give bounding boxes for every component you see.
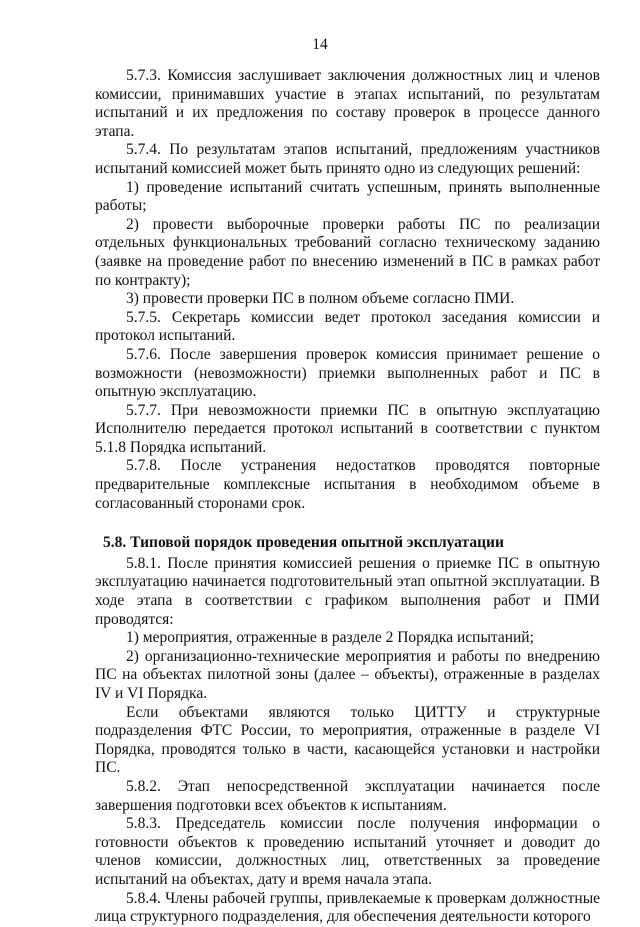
paragraph-5-8-2: 5.8.2. Этап непосредственной эксплуатации начинается после завершения подготовки всех объектов к испытаниям. [95,777,600,814]
document-body [95,67,600,927]
paragraph-5-7-3: 5.7.3. Комиссия заслушивает заключения должностных лиц и членов комиссии, принимавших участие в этапах испытаний, по результатам испытаний и их предложения по составу проверок в процессе данного этапа. [95,67,600,140]
paragraph-objects-note: Если объектами являются только ЦИТТУ и структурные подразделения ФТС России, то мероприятия, отраженные в разделе VI Порядка, проводятся только в части, касающейся установки и настройки ПС. [95,703,600,777]
section-heading-5-8: 5.8. Типовой порядок проведения опытной эксплуатации [103,534,504,552]
decision-item-1: 1) проведение испытаний считать успешным, принять выполненные работы; [95,178,600,215]
decision-item-3: 3) провести проверки ПС в полном объеме согласно ПМИ. [126,290,515,308]
page-number: 14 [312,36,328,53]
paragraph-5-7-6: 5.7.6. После завершения проверок комиссия принимает решение о возможности (невозможности) приемки выполненных работ и ПС в опытную эксплуатацию. [95,345,600,401]
paragraph-5-7-8: 5.7.8. После устранения недостатков проводятся повторные предварительные комплексные испытания в необходимом объеме в согласованный сторонами срок. [95,457,600,512]
decision-item-2: 2) провести выборочные проверки работы ПС по реализации отдельных функциональных требований согласно техническому заданию (заявке на проведение работ по внесению изменений в ПС в рамках работ по контракту); [95,215,600,289]
activity-item-1: 1) мероприятия, отраженные в разделе 2 Порядка испытаний; [126,629,534,647]
activity-item-2: 2) организационно-технические мероприятия и работы по внедрению ПС на объектах пилотной зоны (далее – объекты), отраженные в разделах IV и VI Порядка. [95,647,600,702]
paragraph-5-7-7: 5.7.7. При невозможности приемки ПС в опытную эксплуатацию Исполнителю передается протокол испытаний в соответствии с пунктом 5.1.8 Порядка испытаний. [95,401,600,456]
paragraph-5-8-1: 5.8.1. После принятия комиссией решения о приемке ПС в опытную эксплуатацию начинается подготовительный этап опытной эксплуатации. В ходе этапа в соответствии с графиком выполнения работ и ПМИ проводятся: [95,554,600,628]
paragraph-5-8-4: 5.8.4. Члены рабочей группы, привлекаемые к проверкам должностные лица структурного подразделения, для обеспечения деятельности которого [95,889,600,926]
paragraph-5-8-3: 5.8.3. Председатель комиссии после получения информации о готовности объектов к проведению испытаний уточняет и доводит до членов комиссии, должностных лиц, ответственных за проведение испытаний на объектах, дату и время начала этапа. [95,815,600,888]
paragraph-5-7-4: 5.7.4. По результатам этапов испытаний, предложениям участников испытаний комиссией может быть принято одно из следующих решений: [95,141,600,177]
paragraph-5-7-5: 5.7.5. Секретарь комиссии ведет протокол заседания комиссии и протокол испытаний. [95,308,600,345]
